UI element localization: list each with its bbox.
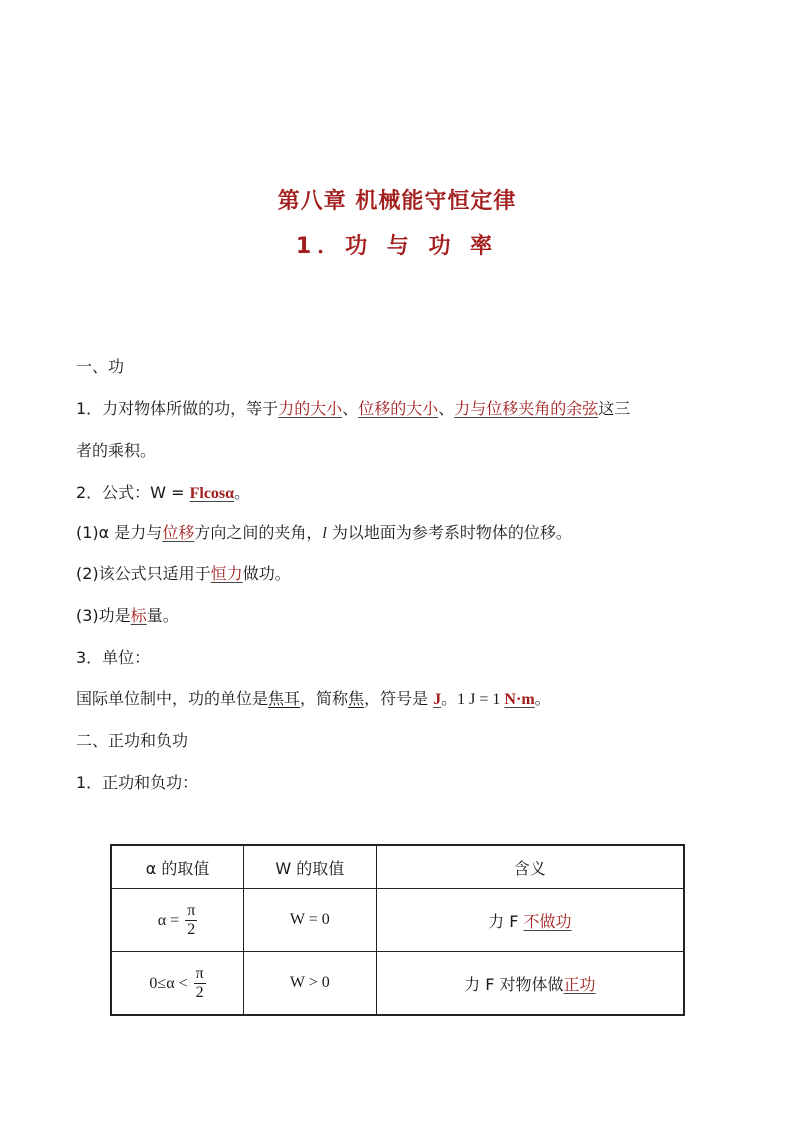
- definition-line-2: 者的乘积。: [76, 441, 157, 460]
- text: 做功。: [242, 564, 291, 583]
- blank-formula: Flcosα: [189, 485, 235, 502]
- underlined-joule: 焦耳: [268, 689, 301, 708]
- cell-w: W = 0: [244, 889, 377, 952]
- text: 。: [534, 689, 551, 708]
- note-2: [76, 563, 291, 585]
- text: 国际单位制中，功的单位是: [76, 689, 269, 708]
- text: (3)功是: [76, 606, 131, 625]
- formula-line: [76, 482, 250, 505]
- text: ，符号是: [364, 689, 434, 708]
- definition-line-1: [76, 398, 630, 420]
- text: 力 F 对物体做: [464, 974, 564, 994]
- blank-angle-cosine: 力与位移夹角的余弦: [454, 399, 599, 418]
- text: 2．公式：W =: [76, 483, 190, 502]
- blank-newton-meter: N·m: [504, 691, 535, 708]
- cell-w: W > 0: [244, 952, 377, 1016]
- table-row: [111, 952, 684, 1016]
- blank-displacement: 位移: [162, 523, 195, 542]
- sub-heading-positive-negative: 1．正功和负功：: [76, 773, 199, 792]
- blank-displacement-magnitude: 位移的大小: [358, 399, 439, 418]
- blank-positive-work: 正功: [563, 974, 596, 994]
- text: 、: [342, 399, 359, 418]
- section-title: 1．功 与 功 率: [295, 234, 499, 259]
- symbol-l: l: [322, 525, 327, 542]
- header-meaning: 含义: [376, 845, 684, 889]
- text: (2)该公式只适用于: [76, 564, 211, 583]
- text: 这三: [598, 399, 631, 418]
- cell-meaning: [376, 889, 684, 952]
- blank-constant-force: 恒力: [210, 564, 243, 583]
- unit-heading: 3．单位：: [76, 648, 151, 667]
- note-3: [76, 605, 179, 627]
- text: 1．力对物体所做的功，等于: [76, 399, 279, 418]
- fraction-numerator: π: [195, 964, 204, 982]
- fraction: [185, 902, 197, 939]
- header-w: W 的取值: [244, 845, 377, 889]
- heading-work: 一、功: [76, 357, 125, 376]
- text: 力 F: [488, 911, 524, 931]
- blank-force-magnitude: 力的大小: [278, 399, 343, 418]
- header-alpha: α 的取值: [111, 845, 244, 889]
- text: 、: [438, 399, 455, 418]
- fraction-numerator: π: [187, 901, 196, 919]
- table-row: [111, 889, 684, 952]
- cell-alpha: [111, 952, 244, 1016]
- fraction-denominator: 2: [195, 983, 204, 1001]
- blank-scalar: 标: [130, 606, 147, 625]
- fraction-denominator: 2: [187, 920, 196, 938]
- unit-line: [76, 688, 551, 711]
- text: (1)α 是力与: [76, 523, 163, 542]
- text: 量。: [146, 606, 179, 625]
- text: 方向之间的夹角，: [194, 523, 323, 542]
- work-sign-table: [110, 844, 685, 1016]
- heading-positive-negative: 二、正功和负功: [76, 731, 189, 750]
- underlined-jiao: 焦: [348, 689, 365, 708]
- cell-meaning: [376, 952, 684, 1016]
- table-header-row: [111, 845, 684, 889]
- alpha-expression: α =: [157, 911, 184, 929]
- alpha-expression: 0≤α <: [149, 974, 192, 992]
- text: ，简称: [300, 689, 349, 708]
- note-1: [76, 522, 572, 545]
- text: 。: [234, 483, 251, 502]
- chapter-title: 第八章 机械能守恒定律: [277, 189, 517, 214]
- text: 为以地面为参考系时物体的位移。: [326, 523, 572, 542]
- fraction: [194, 965, 206, 1002]
- blank-unit-symbol: J: [433, 691, 442, 708]
- cell-alpha: [111, 889, 244, 952]
- blank-no-work: 不做功: [523, 911, 572, 931]
- text: 。1 J = 1: [441, 691, 505, 708]
